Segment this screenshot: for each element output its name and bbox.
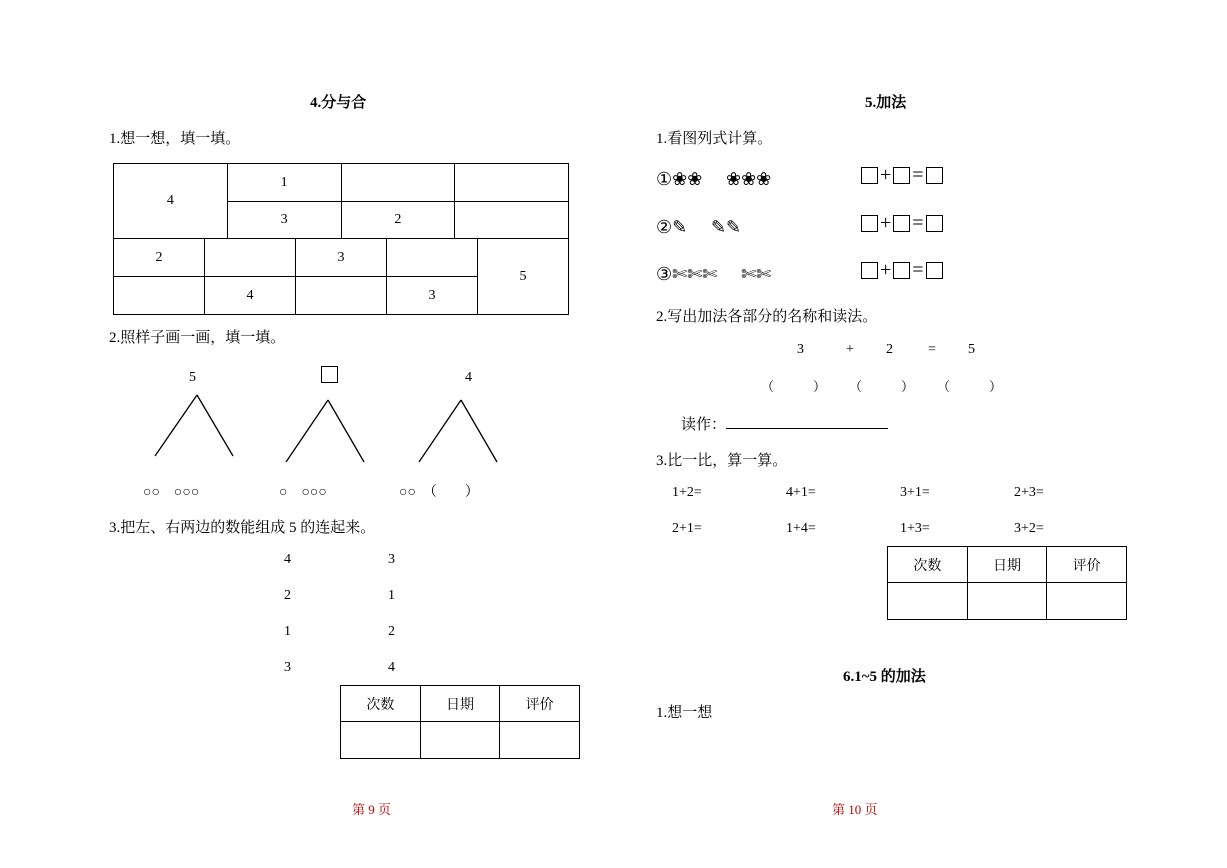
bond-bottom-3: ○○ （ ） bbox=[399, 485, 479, 500]
section-title-4: 4.分与合 bbox=[310, 95, 367, 111]
name-blank-3[interactable]: （ ） bbox=[937, 379, 1003, 394]
cell-blank[interactable] bbox=[455, 164, 569, 202]
equation-row-1 bbox=[861, 164, 943, 187]
section-title-5: 5.加法 bbox=[865, 95, 907, 111]
question-1-left: 1.想一想，填一填。 bbox=[109, 131, 241, 147]
eval-cell[interactable] bbox=[1047, 583, 1127, 620]
cell: 2 bbox=[341, 202, 455, 239]
answer-box[interactable] bbox=[321, 366, 338, 383]
plus-sign: + bbox=[880, 259, 892, 281]
cell: 3 bbox=[387, 277, 478, 315]
equals-sign: = bbox=[912, 259, 924, 281]
compare-item: 2+3= bbox=[1014, 485, 1044, 500]
eval-header-date: 日期 bbox=[967, 547, 1047, 583]
answer-box[interactable] bbox=[861, 215, 878, 232]
eval-cell[interactable] bbox=[500, 722, 580, 759]
cell-blank[interactable] bbox=[114, 277, 205, 315]
expr-sum: 5 bbox=[968, 342, 975, 357]
picture-row-2: ②✎ ✎✎ bbox=[656, 217, 742, 238]
cell-blank[interactable] bbox=[296, 277, 387, 315]
eval-header-date: 日期 bbox=[420, 686, 500, 722]
answer-box[interactable] bbox=[861, 167, 878, 184]
read-as-line[interactable] bbox=[726, 428, 888, 429]
equation-row-3 bbox=[861, 259, 943, 282]
question-2-left: 2.照样子画一画，填一填。 bbox=[109, 330, 286, 346]
cell: 4 bbox=[205, 277, 296, 315]
question-1-section-6: 1.想一想 bbox=[656, 705, 713, 721]
question-2-right: 2.写出加法各部分的名称和读法。 bbox=[656, 309, 878, 325]
plus-sign: + bbox=[880, 212, 892, 234]
cell: 2 bbox=[114, 239, 205, 277]
cell: 3 bbox=[227, 202, 341, 239]
bond-bottom-2: ○ ○○○ bbox=[279, 485, 327, 500]
page-number-right: 第 10 页 bbox=[832, 802, 878, 817]
cell-blank[interactable] bbox=[387, 239, 478, 277]
eval-header-rating: 评价 bbox=[500, 686, 580, 722]
expr-equals: = bbox=[928, 342, 936, 357]
section-title-6: 6.1~5 的加法 bbox=[843, 669, 926, 685]
compare-item: 3+2= bbox=[1014, 521, 1044, 536]
name-blank-1[interactable]: （ ） bbox=[761, 379, 827, 394]
cell-blank[interactable] bbox=[205, 239, 296, 277]
cell-blank[interactable] bbox=[341, 164, 455, 202]
left-number[interactable]: 3 bbox=[284, 660, 291, 675]
answer-box[interactable] bbox=[861, 262, 878, 279]
plus-sign: + bbox=[880, 164, 892, 186]
expr-addend-1: 3 bbox=[797, 342, 804, 357]
cell: 5 bbox=[478, 239, 569, 315]
compare-item: 1+2= bbox=[672, 485, 702, 500]
eval-cell[interactable] bbox=[420, 722, 500, 759]
cell: 4 bbox=[114, 164, 228, 239]
expr-addend-2: 2 bbox=[886, 342, 893, 357]
page-number-left: 第 9 页 bbox=[352, 802, 392, 817]
evaluation-table-right bbox=[887, 546, 1127, 620]
picture-row-3: ③✄✄✄ ✄✄ bbox=[656, 264, 772, 285]
eval-cell[interactable] bbox=[967, 583, 1047, 620]
answer-box[interactable] bbox=[926, 262, 943, 279]
evaluation-table-left bbox=[340, 685, 580, 759]
expr-plus: + bbox=[846, 342, 854, 357]
answer-box[interactable] bbox=[893, 167, 910, 184]
compare-item: 1+4= bbox=[786, 521, 816, 536]
left-number[interactable]: 1 bbox=[284, 624, 291, 639]
split-combine-table-top bbox=[113, 163, 569, 239]
right-number[interactable]: 1 bbox=[388, 588, 395, 603]
equals-sign: = bbox=[912, 164, 924, 186]
cell-blank[interactable] bbox=[455, 202, 569, 239]
question-3-left: 3.把左、右两边的数能组成 5 的连起来。 bbox=[109, 520, 376, 536]
compare-item: 3+1= bbox=[900, 485, 930, 500]
right-number[interactable]: 4 bbox=[388, 660, 395, 675]
number-bonds-diagram bbox=[140, 390, 520, 465]
eval-header-count: 次数 bbox=[888, 547, 968, 583]
read-as-label: 读作： bbox=[681, 417, 727, 433]
equals-sign: = bbox=[912, 212, 924, 234]
left-number[interactable]: 4 bbox=[284, 552, 291, 567]
answer-box[interactable] bbox=[926, 215, 943, 232]
compare-item: 1+3= bbox=[900, 521, 930, 536]
answer-box[interactable] bbox=[893, 262, 910, 279]
name-blank-2[interactable]: （ ） bbox=[849, 379, 915, 394]
left-number[interactable]: 2 bbox=[284, 588, 291, 603]
answer-box[interactable] bbox=[893, 215, 910, 232]
cell: 1 bbox=[227, 164, 341, 202]
eval-header-rating: 评价 bbox=[1047, 547, 1127, 583]
eval-header-count: 次数 bbox=[341, 686, 421, 722]
split-combine-table-bottom bbox=[113, 238, 569, 315]
eval-cell[interactable] bbox=[888, 583, 968, 620]
compare-item: 4+1= bbox=[786, 485, 816, 500]
picture-row-1: ①❀❀ ❀❀❀ bbox=[656, 169, 772, 190]
bond-bottom-1: ○○ ○○○ bbox=[143, 485, 200, 500]
answer-box[interactable] bbox=[926, 167, 943, 184]
question-1-right: 1.看图列式计算。 bbox=[656, 131, 773, 147]
eval-cell[interactable] bbox=[341, 722, 421, 759]
compare-item: 2+1= bbox=[672, 521, 702, 536]
bond-top-1: 5 bbox=[189, 370, 196, 385]
bond-top-3: 4 bbox=[465, 370, 472, 385]
equation-row-2 bbox=[861, 212, 943, 235]
right-number[interactable]: 2 bbox=[388, 624, 395, 639]
right-number[interactable]: 3 bbox=[388, 552, 395, 567]
cell: 3 bbox=[296, 239, 387, 277]
question-3-right: 3.比一比，算一算。 bbox=[656, 453, 788, 469]
